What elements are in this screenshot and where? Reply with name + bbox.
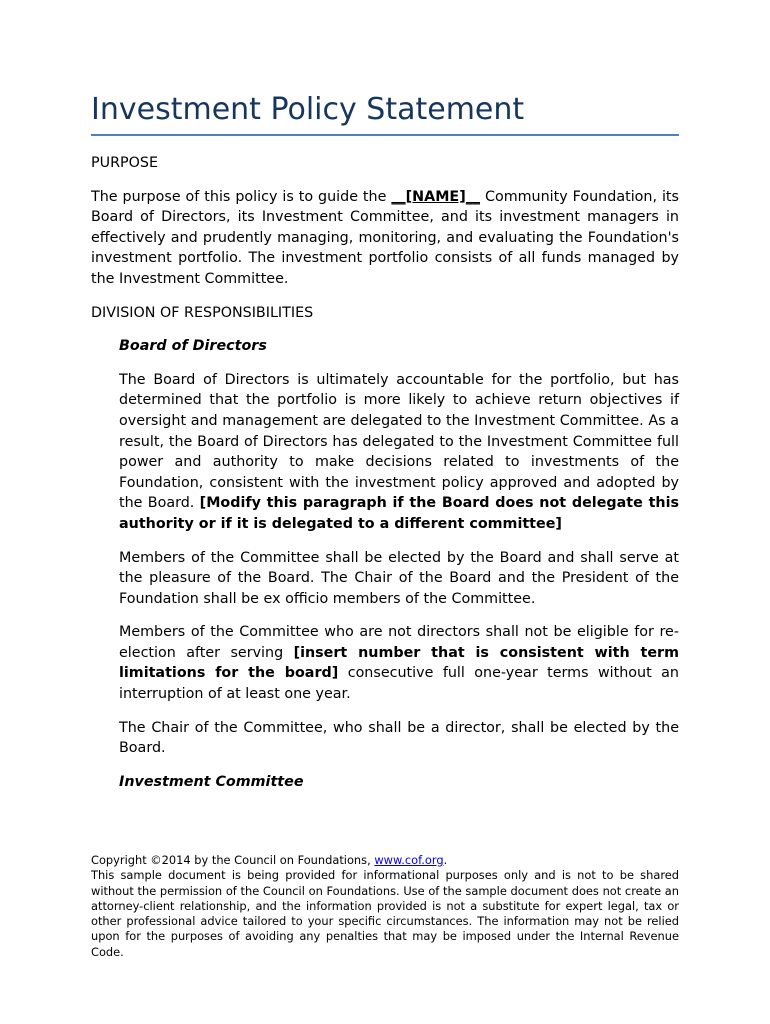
footer <box>91 853 679 960</box>
name-placeholder: __[NAME]__ <box>391 188 481 205</box>
page-title: Investment Policy Statement <box>91 92 525 127</box>
copyright-line <box>91 853 679 868</box>
board-paragraph-3 <box>119 622 679 704</box>
board-paragraph-1-note: [Modify this paragraph if the Board does not delegate this authority or if it is delegated to a different committee] <box>119 495 679 532</box>
title-divider <box>91 134 679 136</box>
purpose-text-after: Community Foundation, its Board of Directors, its Investment Committee, and its investment managers in effectively and prudently managing, monitoring, and evaluating the Foundation's investment portfolio. The investment portfolio consists of all funds managed by the Investment Committee. <box>91 188 679 287</box>
purpose-heading: PURPOSE <box>91 155 159 171</box>
purpose-paragraph <box>91 187 679 290</box>
board-paragraph-3-before: Members of the Committee who are not directors shall not be eligible for re-election after serving <box>119 624 679 661</box>
purpose-text-before: The purpose of this policy is to guide the <box>91 188 392 205</box>
cof-link[interactable]: www.cof.org <box>374 853 444 867</box>
board-paragraph-2: Members of the Committee shall be elected by the Board and shall serve at the pleasure of the Board. The Chair of the Board and the President of the Foundation shall be ex officio members of the Committee. <box>119 549 679 607</box>
board-paragraph-1-text: The Board of Directors is ultimately accountable for the portfolio, but has determined that the portfolio is more likely to achieve return objectives if oversight and management are delegated to the Investment Committee. As a result, the Board of Directors has delegated to the Investment Committee full power and authority to make decisions related to investments of the Foundation, consistent with the investment policy approved and adopted by the Board. <box>119 371 679 512</box>
board-paragraph-4: The Chair of the Committee, who shall be a director, shall be elected by the Board. <box>119 719 679 757</box>
investment-committee-heading: Investment Committee <box>119 773 304 790</box>
disclaimer-text: This sample document is being provided for informational purposes only and is not to be shared without the permission of the Council on Foundations. Use of the sample document does not create an attorney-client relationship, and the information provided is not a substitute for expert legal, tax or other professional advice tailored to your specific circumstances. The information may not be relied upon for the purposes of avoiding any penalties that may be imposed under the Internal Revenue Code. <box>91 868 679 959</box>
board-paragraph-1 <box>119 370 679 535</box>
board-paragraph-3-after: consecutive full one-year terms without an interruption of at least one year. <box>119 665 679 703</box>
document-body <box>91 153 679 805</box>
board-paragraph-3-note: [insert number that is consistent with term limitations for the board] <box>119 644 679 682</box>
board-of-directors-heading: Board of Directors <box>119 338 267 355</box>
division-heading: DIVISION OF RESPONSIBILITIES <box>91 304 314 321</box>
copyright-prefix: Copyright ©2014 by the Council on Foundations, <box>91 853 375 867</box>
copyright-suffix: . <box>443 853 448 867</box>
